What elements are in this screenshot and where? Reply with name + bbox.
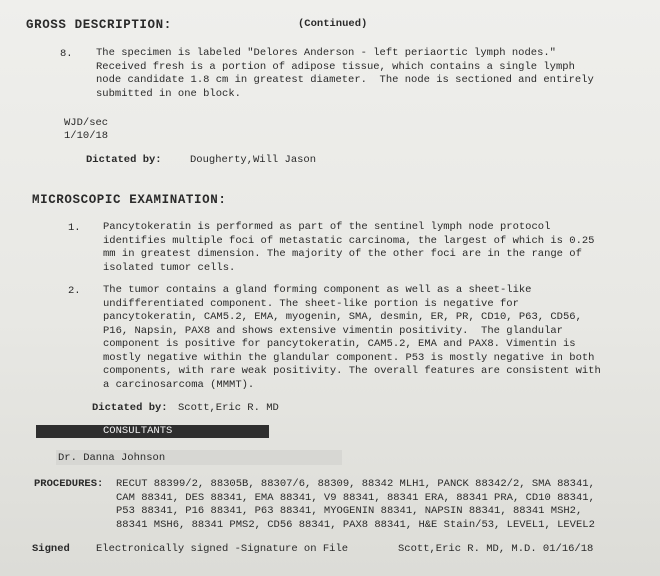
gross-item-line-2: Received fresh is a portion of adipose tissue, which contains a single lymph — [96, 60, 575, 73]
gross-item-number: 8. — [60, 48, 73, 60]
gross-description-heading: GROSS DESCRIPTION: — [26, 18, 172, 32]
gross-item-line-4: submitted in one block. — [96, 87, 241, 100]
microscopic-examination-heading: MICROSCOPIC EXAMINATION: — [32, 193, 227, 207]
signed-text: Electronically signed -Signature on File — [96, 543, 349, 555]
procedures-line-4: 88341 MSH6, 88341 PMS2, CD56 88341, PAX8 88341, H&E Stain/53, LEVEL1, LEVEL2 — [116, 518, 595, 531]
transcriber-initials: WJD/sec — [64, 117, 109, 129]
procedures-label: PROCEDURES: — [34, 478, 104, 490]
procedures-line-1: RECUT 88399/2, 88305B, 88307/6, 88309, 88342 MLH1, PANCK 88342/2, SMA 88341, — [116, 478, 595, 490]
micro-item2-line-6: mostly negative within the glandular component. P53 is mostly negative in both — [103, 351, 595, 364]
micro-item1-line-3: mm in greatest dimension. The majority of the other foci are in the range of — [103, 248, 582, 260]
consultants-header-bar — [36, 425, 269, 438]
micro-item2-line-1: The tumor contains a gland forming component as well as a sheet-like — [103, 284, 532, 296]
micro-item2-line-2: undifferentiated component. The sheet-like portion is negative for — [103, 297, 519, 310]
procedures-line-3: P53 88341, P16 88341, P63 88341, MYOGENIN 88341, NAPSIN 88341, 88341 MSH2, — [116, 505, 583, 517]
signer-name-date: Scott,Eric R. MD, M.D. 01/16/18 — [398, 543, 594, 555]
micro-item1-line-1: Pancytokeratin is performed as part of the sentinel lymph node protocol — [103, 221, 551, 233]
micro-dictated-name: Scott,Eric R. MD — [178, 402, 279, 414]
micro-item2-number: 2. — [68, 285, 81, 297]
micro-item2-line-7: components, with rare weak positivity. The overall features are consistent with — [103, 365, 601, 377]
micro-item1-number: 1. — [68, 222, 81, 234]
gross-dictated-label: Dictated by: — [86, 154, 162, 166]
micro-item1-line-2: identifies multiple foci of metastatic carcinoma, the largest of which is 0.25 — [103, 234, 595, 247]
micro-item2-line-4: P16, Napsin, PAX8 and shows extensive vimentin positivity. The glandular — [103, 324, 563, 337]
gross-item-line-1: The specimen is labeled "Delores Anderson - left periaortic lymph nodes." — [96, 47, 556, 59]
micro-item1-line-4: isolated tumor cells. — [103, 261, 236, 274]
micro-item2-line-5: component is positive for pancytokeratin, CAM5.2, EMA and PAX8. Vimentin is — [103, 338, 576, 350]
gross-dictated-name: Dougherty,Will Jason — [190, 154, 317, 166]
continued-label: (Continued) — [298, 18, 368, 30]
gross-date: 1/10/18 — [64, 130, 109, 142]
procedures-line-2: CAM 88341, DES 88341, EMA 88341, V9 88341, 88341 ERA, 88341 PRA, CD10 88341, — [116, 491, 595, 504]
signed-label: Signed — [32, 543, 70, 555]
micro-item2-line-8: a carcinosarcoma (MMMT). — [103, 378, 255, 391]
gross-item-line-3: node candidate 1.8 cm in greatest diameter. The node is sectioned and entirely — [96, 74, 594, 86]
consultant-doctor: Dr. Danna Johnson — [58, 452, 166, 464]
micro-item2-line-3: pancytokeratin, CAM5.2, EMA, myogenin, SMA, desmin, ER, PR, CD10, P63, CD56, — [103, 311, 582, 323]
consultants-label: CONSULTANTS — [103, 425, 173, 437]
micro-dictated-label: Dictated by: — [92, 402, 168, 414]
